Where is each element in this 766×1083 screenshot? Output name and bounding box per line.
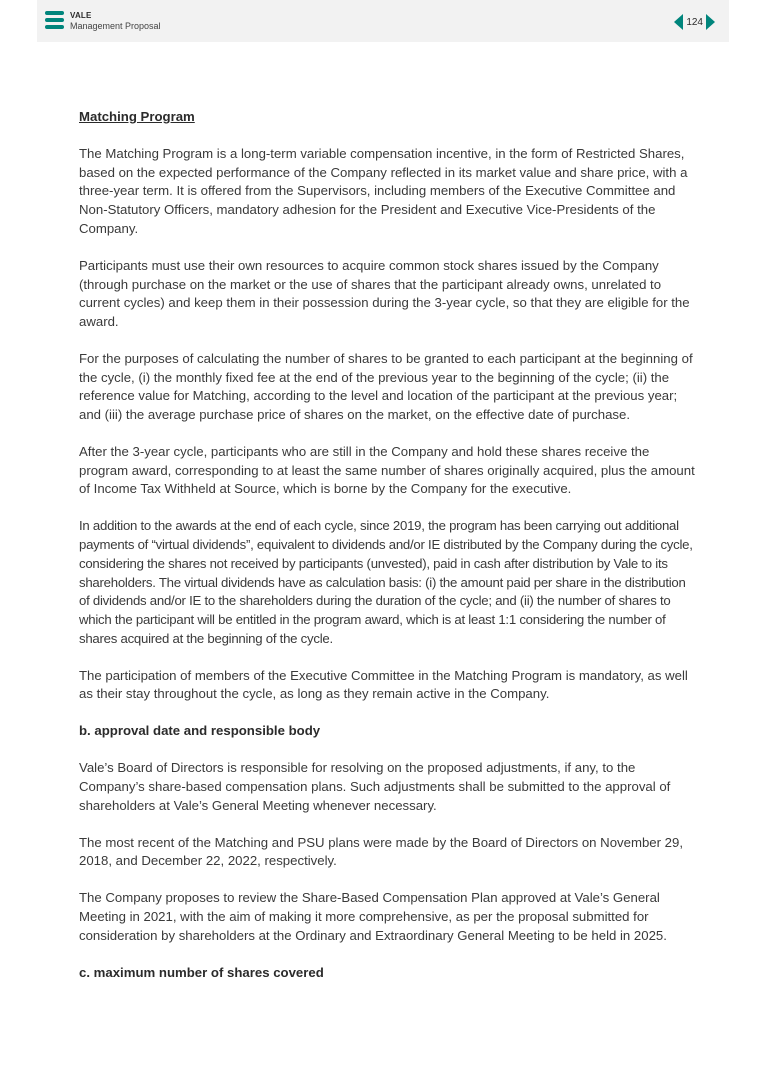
- document-body: [79, 108, 695, 1001]
- paragraph: In addition to the awards at the end of each cycle, since 2019, the program has been carrying out additional payments of “virtual dividends”, equivalent to dividends and/or IE distributed by the Company during the cycle, considering the shares not received by participants (unvested), paid in cash after distribution by Vale to its shareholders. The virtual dividends have as calculation basis: (i) the amount paid per share in the distribution of dividends and/or IE to the shareholders during the duration of the cycle; and (ii) the number of shares to which the participant will be entitled in the program award, which is at least 1:1 considering the number of shares acquired at the beginning of the cycle.: [79, 518, 693, 646]
- document-title: Management Proposal: [70, 21, 161, 31]
- next-page-icon[interactable]: [706, 14, 715, 30]
- subsection-title: c. maximum number of shares covered: [79, 964, 324, 980]
- brand-name: VALE: [70, 11, 92, 20]
- paragraph: The Matching Program is a long-term variable compensation incentive, in the form of Restricted Shares, based on the expected performance of the Company reflected in its market value and share price, with a three-year term. It is offered from the Supervisors, including members of the Executive Committee and Non-Statutory Officers, mandatory adhesion for the President and Executive Vice-Presidents of the Company.: [79, 146, 688, 236]
- paragraph: For the purposes of calculating the number of shares to be granted to each participant at the beginning of the cycle, (i) the monthly fixed fee at the end of the previous year to the beginning of the cycle; (ii) the reference value for Matching, according to the level and location of the participant at the previous year; and (iii) the average purchase price of shares on the market, on the effective date of purchase.: [79, 350, 693, 423]
- paragraph: The participation of members of the Executive Committee in the Matching Program is mandatory, as well as their stay throughout the cycle, as long as they remain active in the Company.: [79, 667, 688, 702]
- page-navigator: [674, 13, 715, 31]
- menu-logo-icon[interactable]: [45, 11, 64, 29]
- prev-page-icon[interactable]: [674, 14, 683, 30]
- paragraph: The Company proposes to review the Share-Based Compensation Plan approved at Vale’s General Meeting in 2021, with the aim of making it more comprehensive, as per the proposal submitted for consideration by shareholders at the Ordinary and Extraordinary General Meeting to be held in 2025.: [79, 890, 667, 943]
- section-title: Matching Program: [79, 109, 195, 124]
- paragraph: Participants must use their own resources to acquire common stock shares issued by the Company (through purchase on the market or the use of shares that the participant already owns, unrelated to current cycles) and keep them in their possession during the 3-year cycle, so that they are eligible for the award.: [79, 257, 690, 329]
- paragraph: The most recent of the Matching and PSU plans were made by the Board of Directors on November 29, 2018, and December 22, 2022, respectively.: [79, 834, 683, 869]
- paragraph: Vale’s Board of Directors is responsible for resolving on the proposed adjustments, if any, to the Company’s share-based compensation plans. Such adjustments shall be submitted to the approval of shareholders at Vale’s General Meeting whenever necessary.: [79, 760, 671, 813]
- page-number: 124: [686, 16, 703, 28]
- subsection-title: b. approval date and responsible body: [79, 723, 321, 739]
- paragraph: After the 3-year cycle, participants who are still in the Company and hold these shares receive the program award, corresponding to at least the same number of shares originally acquired, plus the amount of Income Tax Withheld at Source, which is borne by the Company for the executive.: [79, 444, 695, 497]
- page-header: [37, 0, 729, 42]
